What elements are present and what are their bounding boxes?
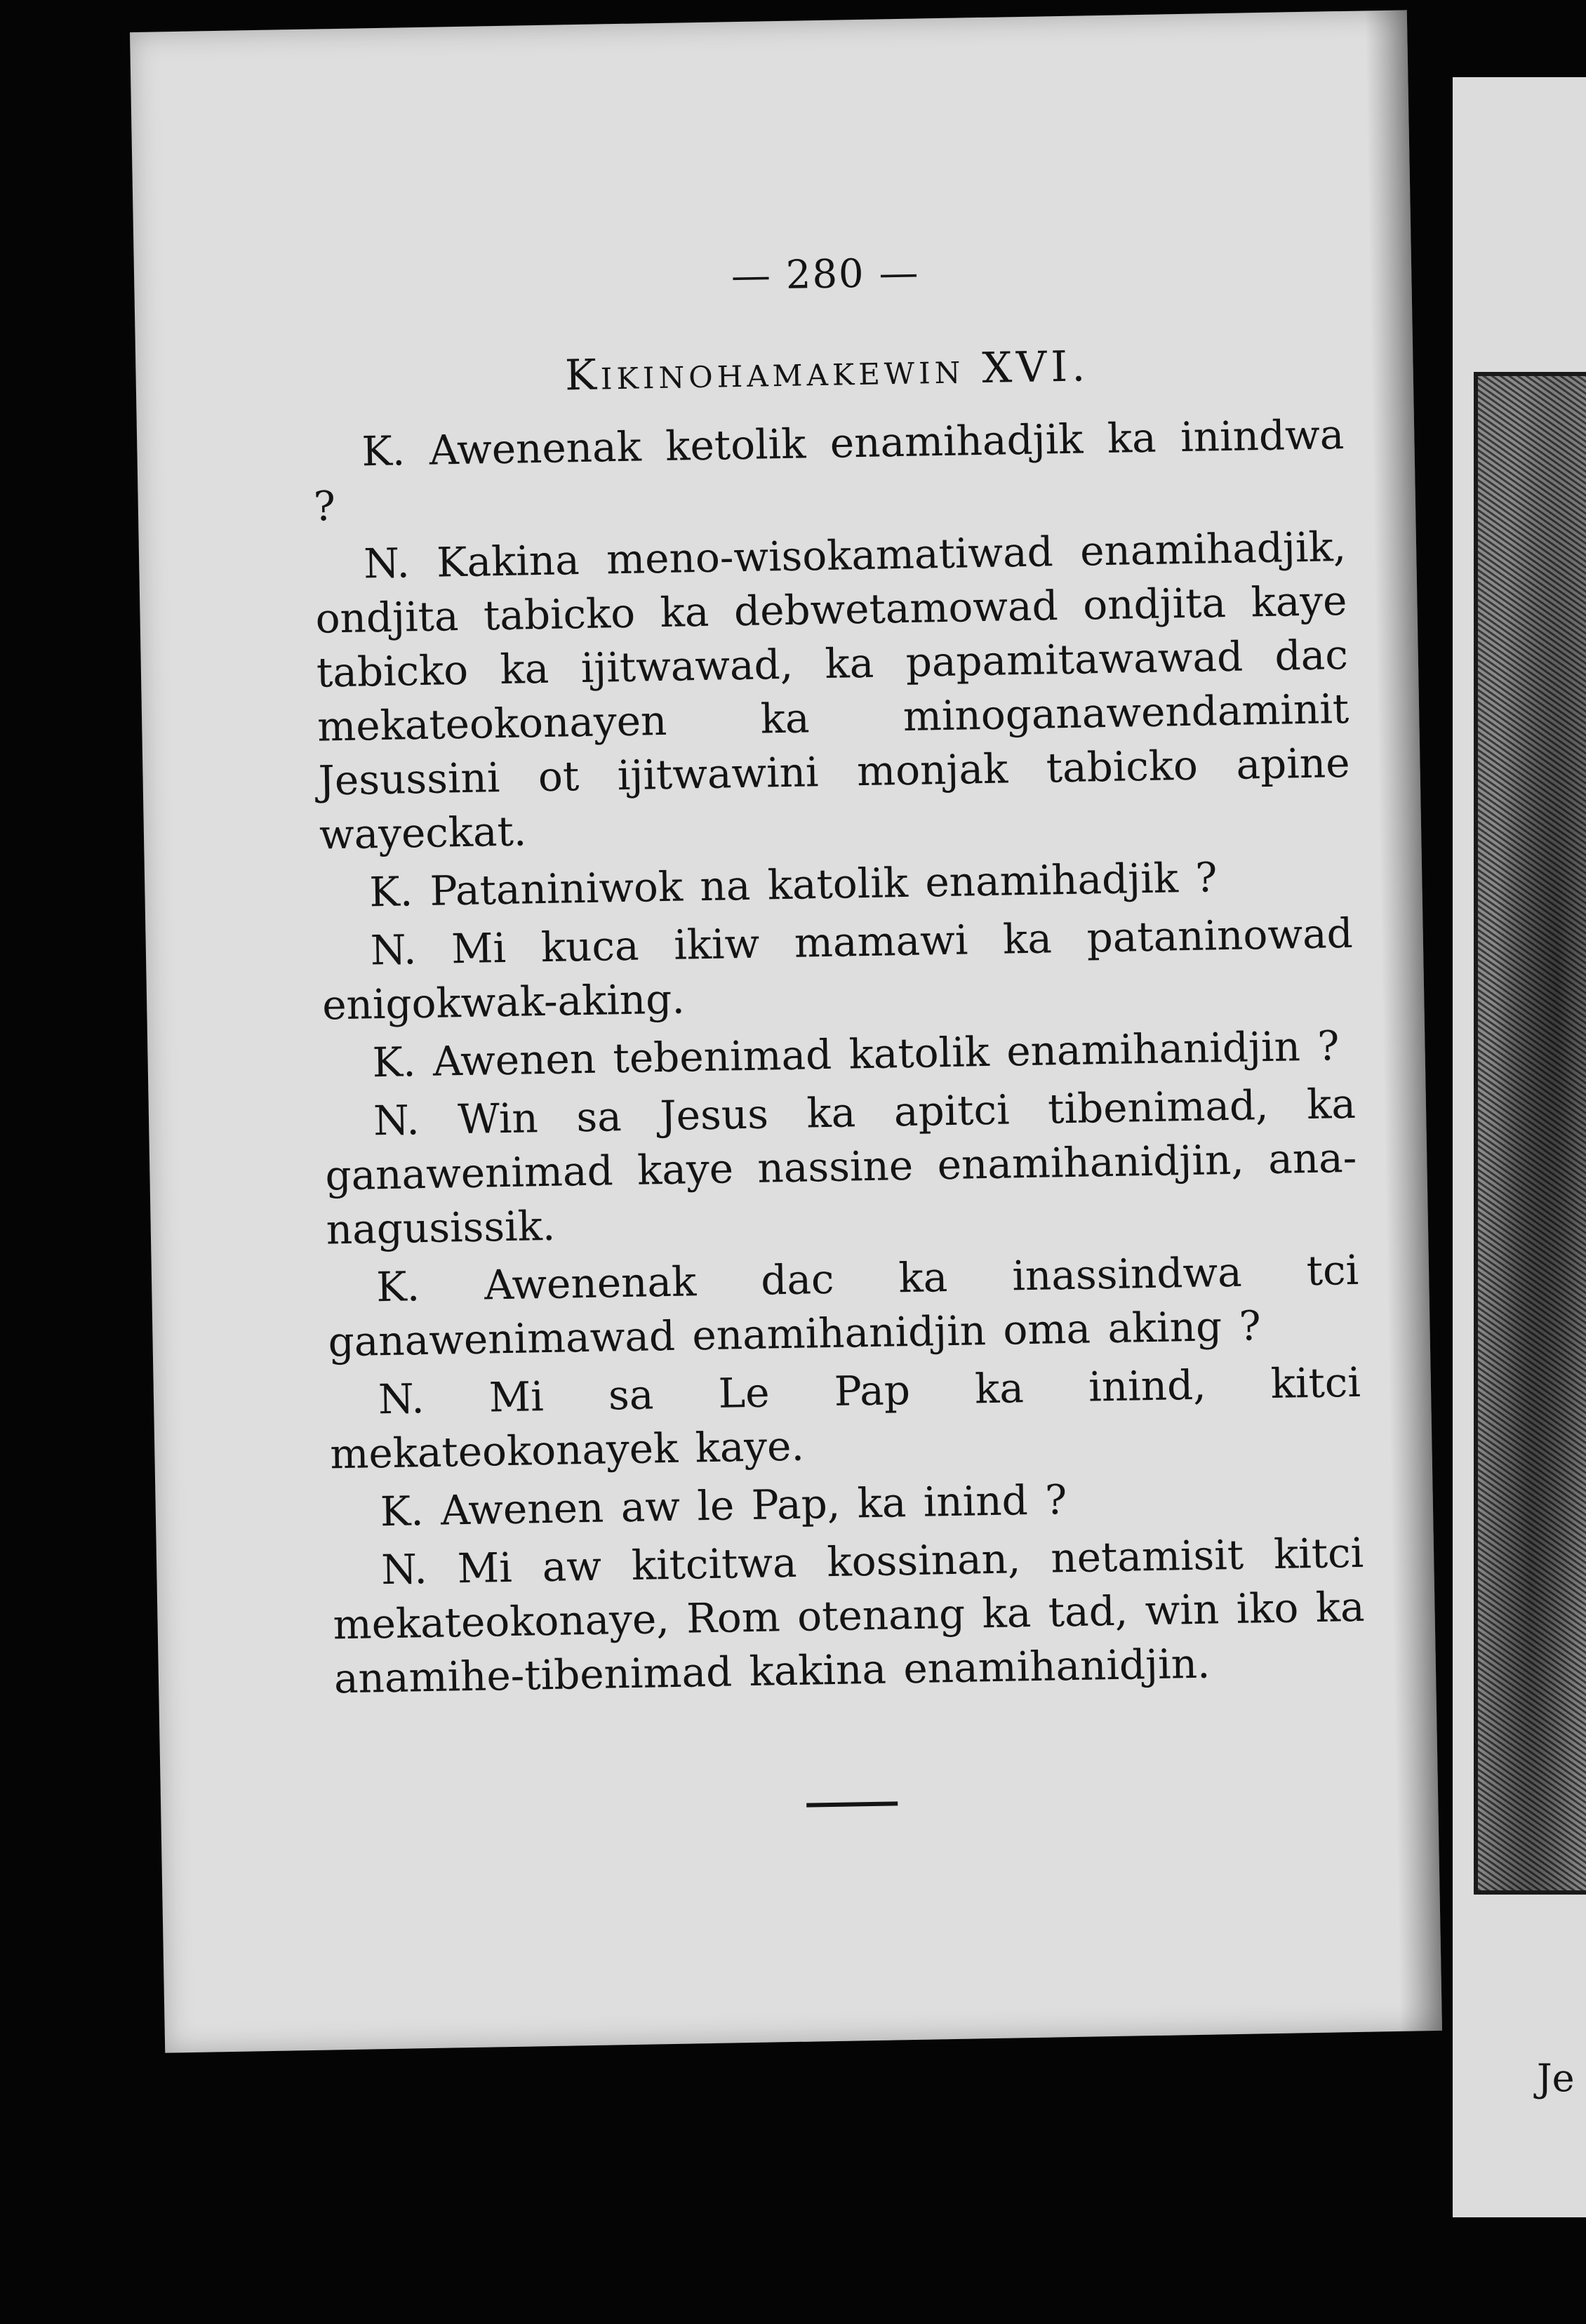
answer-paragraph: N. Mi kuca ikiw mamawi ka pataninowad enigokwak-aking. bbox=[321, 909, 1354, 1029]
answer-paragraph: N. Mi aw kitcitwa kossinan, netamisit kitci mekateokonaye, Rom otenang ka tad, win iko ka anamihe-tibenimad kakina enamihanidjin. bbox=[333, 1528, 1366, 1703]
question-paragraph: K. Awenenak ketolik enamihadjik ka inindwa ? bbox=[313, 410, 1345, 530]
page-number: — 280 — bbox=[731, 250, 920, 300]
lesson-heading: Kikinohamakewin XVI. bbox=[564, 342, 1090, 401]
question-paragraph: K. Awenen aw le Pap, ka inind ? bbox=[380, 1476, 1067, 1536]
engraving-illustration bbox=[1474, 372, 1586, 1895]
caption-fragment: Je bbox=[1537, 2056, 1575, 2100]
answer-paragraph: N. Mi sa Le Pap ka inind, kitci mekateokonayek kaye. bbox=[329, 1358, 1361, 1478]
question-paragraph: K. Awenen tebenimad katolik enamihanidjin ? bbox=[372, 1022, 1340, 1087]
answer-paragraph: N. Win sa Jesus ka apitci tibenimad, ka ganawenimad kaye nassine enamihanidjin, ana-nagusissik. bbox=[324, 1079, 1357, 1254]
question-paragraph: K. Awenenak dac ka inassindwa tci ganawenimawad enamihanidjin oma aking ? bbox=[328, 1246, 1359, 1366]
end-rule bbox=[806, 1801, 898, 1807]
book-page bbox=[130, 10, 1442, 2052]
facing-page bbox=[1453, 77, 1586, 2217]
question-paragraph: K. Pataniniwok na katolik enamihadjik ? bbox=[368, 853, 1218, 916]
page-content bbox=[309, 243, 1368, 1815]
answer-paragraph: N. Kakina meno-wisokamatiwad enamihadjik, ondjita tabicko ka debwetamowad ondjita kaye tabicko ka ijitwawad, ka papamitawawad dac mekateokonayen ka minoganawendaminit Jesussini ot ijitwawini monjak tabicko apine wayeckat. bbox=[315, 522, 1351, 859]
